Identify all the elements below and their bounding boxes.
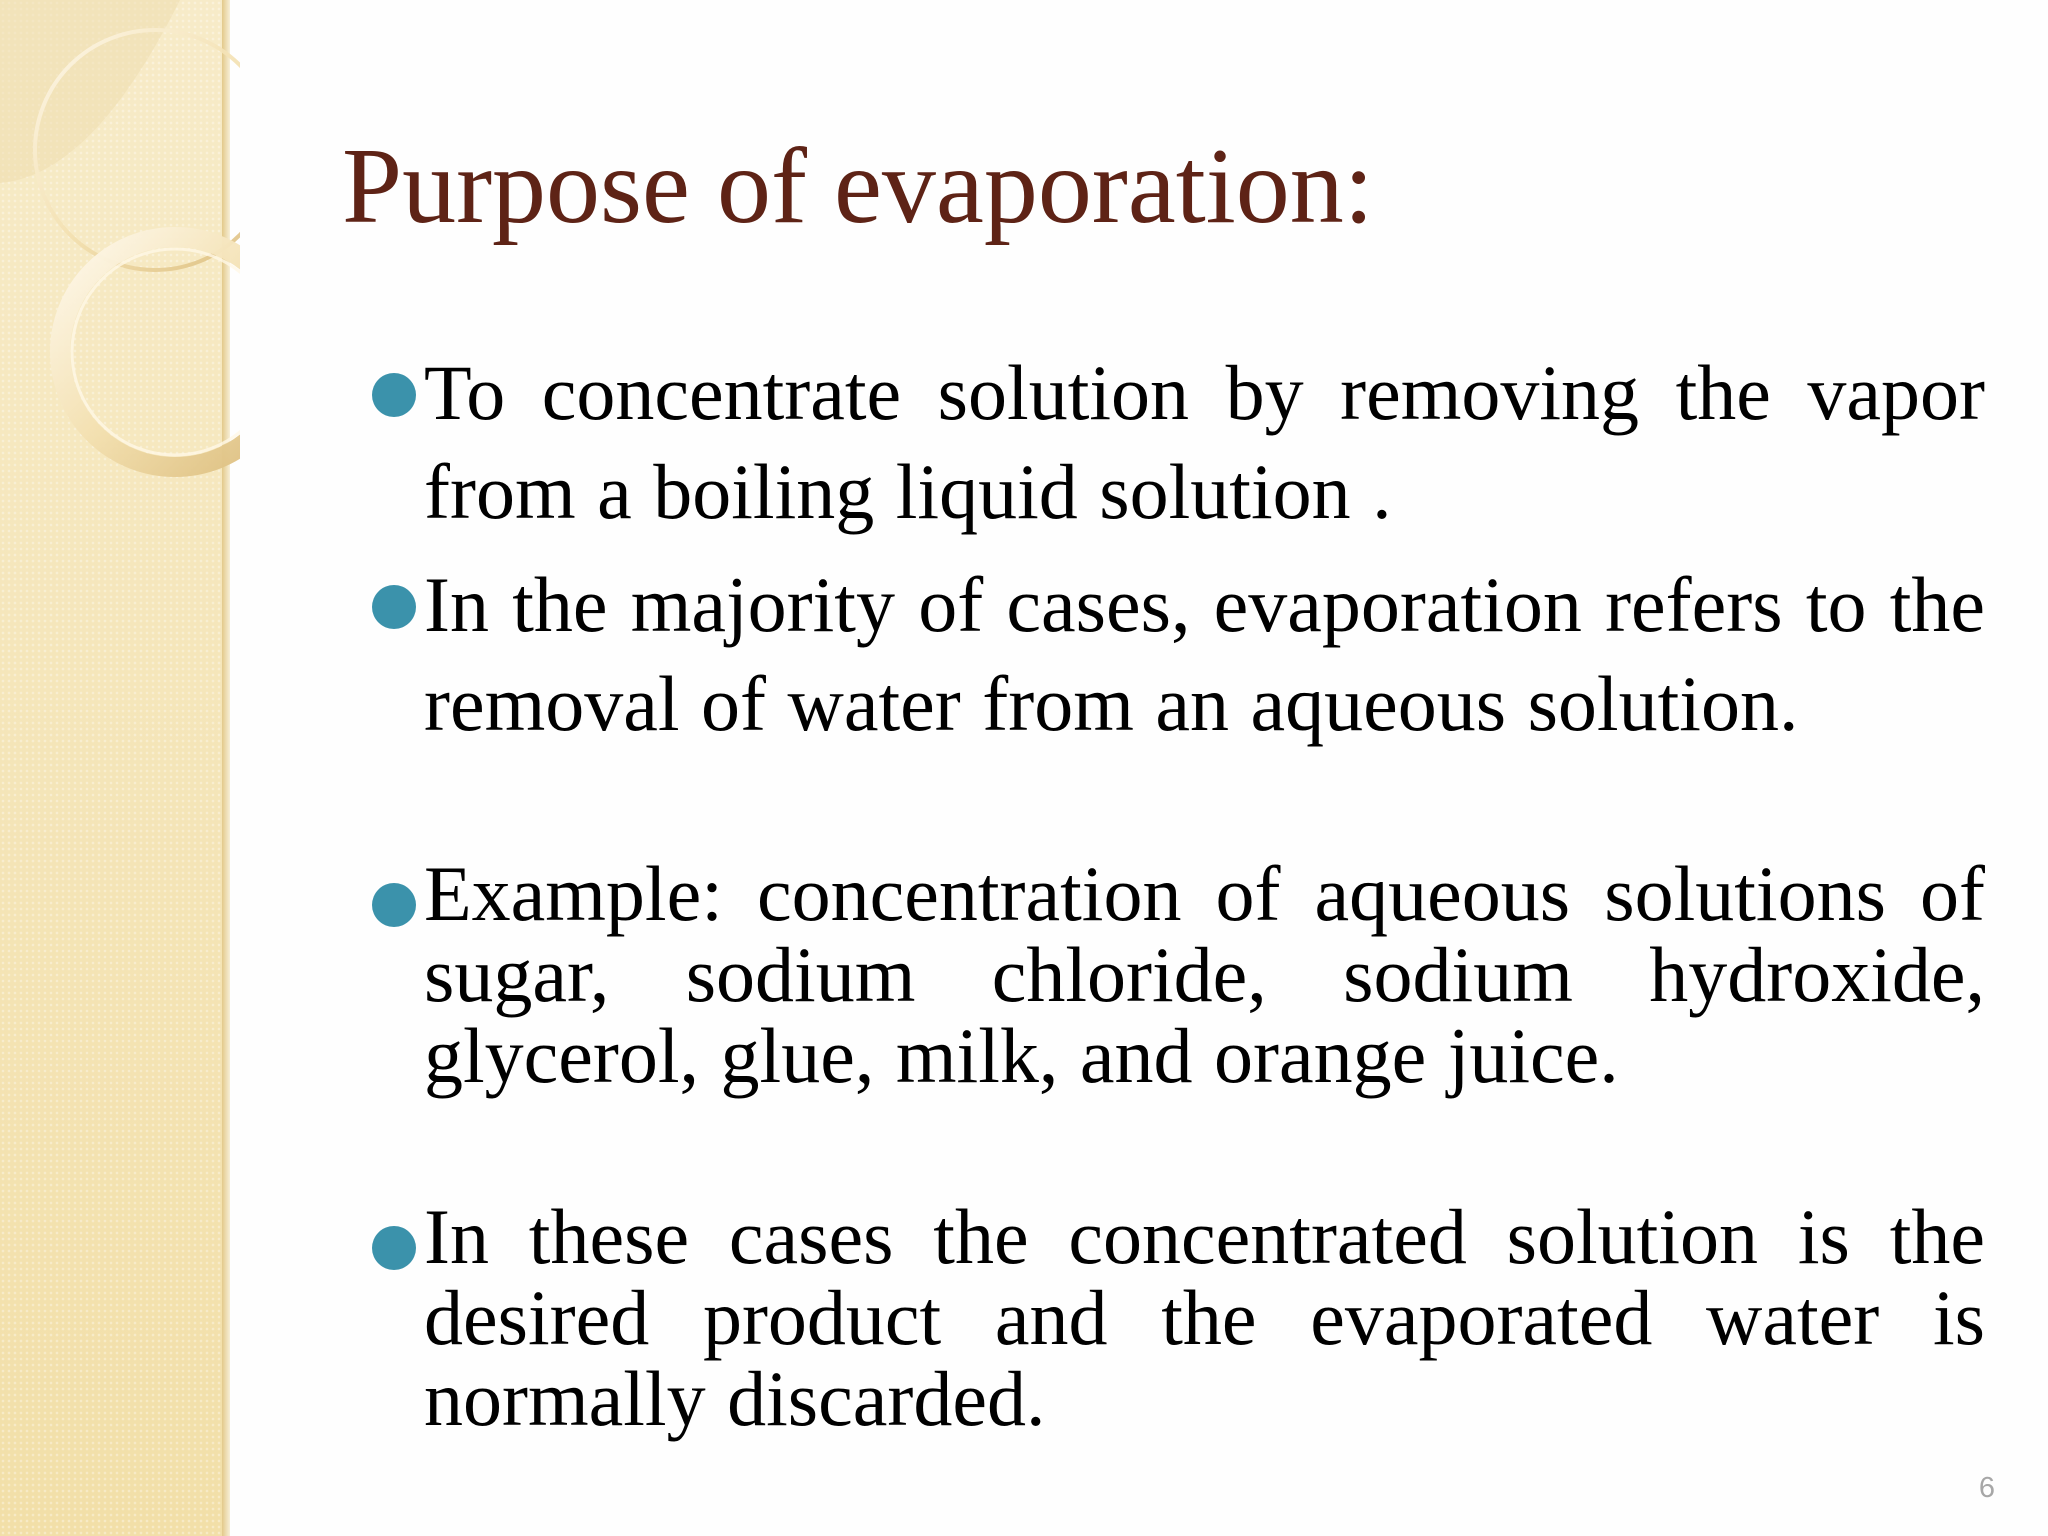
bullet-dot-icon <box>372 1226 416 1270</box>
page-number: 6 <box>1978 1472 1995 1504</box>
bullet-item <box>372 850 1985 1099</box>
bullet-dot-icon <box>372 883 416 927</box>
bullet-text: Example: concentration of aqueous solutions of sugar, sodium chloride, sodium hydroxide, glycerol, glue, milk, and orange juice. <box>424 850 1985 1099</box>
bullet-item <box>372 343 1985 541</box>
slide-title: Purpose of evaporation: <box>342 127 1374 246</box>
bullet-dot-icon <box>372 585 416 629</box>
bullet-dot-icon <box>372 373 416 417</box>
decorative-rings-icon <box>0 0 240 520</box>
bullet-text: In the majority of cases, evaporation refers to the removal of water from an aqueous solution. <box>424 561 1985 747</box>
bullet-item <box>372 1193 1985 1442</box>
bullet-text: In these cases the concentrated solution is the desired product and the evaporated water is normally discarded. <box>424 1193 1985 1442</box>
bullet-item <box>372 555 1985 753</box>
bullet-text: To concentrate solution by removing the vapor from a boiling liquid solution . <box>424 349 1985 535</box>
